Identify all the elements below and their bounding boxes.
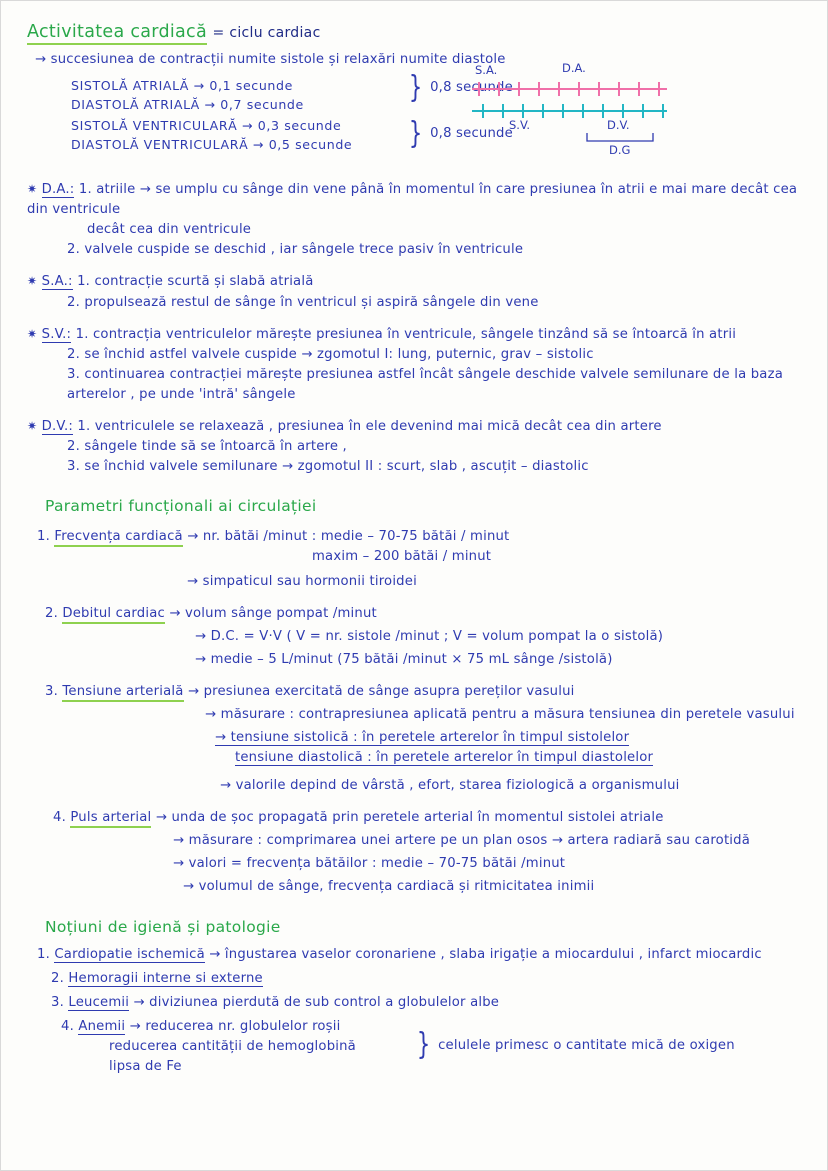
param-name: Debitul cardiac <box>62 606 165 624</box>
brace1-label: 0,8 secunde <box>430 80 513 96</box>
diagram-label-da: D.A. <box>562 61 586 75</box>
param-first: → unda de șoc propagată prin peretele arterial în momentul sistolei atriale <box>155 810 664 826</box>
param-name: Tensiune arterială <box>62 684 183 702</box>
param-line <box>45 604 805 624</box>
phase-arrow: → <box>204 96 216 112</box>
section-line <box>67 345 805 365</box>
star-icon: ✷ <box>27 274 38 289</box>
phase-name: SISTOLĂ VENTRICULARĂ <box>71 117 238 133</box>
param-number: 1. <box>37 528 50 544</box>
param-puls-arterial <box>53 808 805 897</box>
star-icon: ✷ <box>27 326 38 341</box>
section-label: D.V.: <box>41 418 73 434</box>
param-subline: → simpaticul sau hormonii tiroidei <box>187 573 417 589</box>
param-first: → presiunea exercitată de sânge asupra pereților vasului <box>187 683 575 699</box>
param-first: → nr. bătăi /minut : medie – 70-75 bătăi / minut <box>187 528 510 544</box>
hygiene-item <box>37 945 805 965</box>
section-line <box>67 365 805 405</box>
section-dv <box>27 417 805 477</box>
phase-row <box>71 76 401 95</box>
hygiene-number: 4. <box>61 1019 74 1035</box>
param-subline <box>215 728 805 748</box>
section-line <box>27 417 805 437</box>
parameters-heading: Parametri funcționali ai circulației <box>45 497 317 516</box>
param-subline: → valori = frecvența bătăilor : medie – 70-75 bătăi /minut <box>173 856 566 872</box>
section-label: S.A.: <box>41 274 73 290</box>
section-item: 1. ventriculele se relaxează , presiunea în ele devenind mai mică decât cea din artere <box>77 418 662 434</box>
phase-row <box>71 135 401 154</box>
param-number: 3. <box>45 683 58 699</box>
section-item: 3. continuarea contracției mărește presiunea astfel încât sângele deschide valvele semilunare de la baza arterelor , pe unde 'intră' sângele <box>67 366 783 402</box>
hygiene-rest: → îngustarea vaselor coronariene , slaba irigație a miocardului , infarct miocardic <box>209 947 762 963</box>
hygiene-list <box>37 945 805 1077</box>
anemia-line: reducerea cantității de hemoglobină <box>109 1039 356 1055</box>
section-item: 2. se închid astfel valvele cuspide → zgomotul I: lung, puternic, grav – sistolic <box>67 346 594 362</box>
phase-arrow: → <box>193 77 205 93</box>
section-item: 3. se închid valvele semilunare → zgomotul II : scurt, slab , ascuțit – diastolic <box>67 458 589 474</box>
intro-line: → succesiunea de contracții numite sistole și relaxări numite diastole <box>35 51 506 67</box>
section-line <box>67 240 805 260</box>
param-subline: → D.C. = V·V ( V = nr. sistole /minut ; V = volum pompat la o sistolă) <box>195 628 664 644</box>
hygiene-number: 1. <box>37 947 50 963</box>
diagram-label-dv: D.V. <box>607 118 630 132</box>
section-da <box>27 180 805 260</box>
brace-icon: } <box>408 69 423 105</box>
section-sv <box>27 325 805 405</box>
hygiene-number: 3. <box>51 995 64 1011</box>
phase-name: SISTOLĂ ATRIALĂ <box>71 77 189 93</box>
param-tensiune-arteriala <box>45 682 805 796</box>
diagram-label-sv: S.V. <box>509 118 530 132</box>
section-item: 1. contracție scurtă și slabă atrială <box>77 274 314 290</box>
anemia-line: lipsa de Fe <box>109 1059 182 1075</box>
phase-row <box>71 95 401 114</box>
section-label: S.V.: <box>41 326 72 342</box>
param-frecventa-cardiaca <box>37 527 805 592</box>
section-item: 2. valvele cuspide se deschid , iar sângele trece pasiv în ventricule <box>67 242 524 258</box>
star-icon: ✷ <box>27 418 38 433</box>
phase-name: DIASTOLĂ ATRIALĂ <box>71 96 200 112</box>
page-title <box>27 19 805 46</box>
brace-icon: } <box>408 115 423 151</box>
diagram-label-dg: D.G <box>609 143 631 157</box>
section-line <box>67 457 805 477</box>
section-item: 1. contracția ventriculelor mărește presiunea în ventricule, sângele tinzând să se întoarcă în atrii <box>75 326 737 342</box>
phase-value: 0,1 secunde <box>209 77 293 93</box>
param-subline <box>235 748 805 768</box>
section-item: 1. atriile → se umplu cu sânge din vene până în momentul în care presiunea în atrii e mai mare decât cea din ventricule <box>27 182 798 218</box>
section-line <box>67 437 805 457</box>
param-subline: maxim – 200 bătăi / minut <box>312 548 492 564</box>
cardiac-cycle-diagram <box>467 61 677 166</box>
param-line <box>37 527 805 547</box>
param-subline-text: tensiune diastolică : în peretele arterelor în timpul diastolelor <box>235 750 654 766</box>
anemia-brace-text: celulele primesc o cantitate mică de oxigen <box>438 1037 735 1053</box>
param-subline: → valorile depind de vârstă , efort, starea fiziologică a organismului <box>220 778 680 794</box>
hygiene-number: 2. <box>51 971 64 987</box>
section-line <box>27 325 805 345</box>
diagram-label-sa: S.A. <box>475 63 498 77</box>
section-item: 2. sângele tinde să se întoarcă în artere , <box>67 438 347 454</box>
param-subline: → măsurare : contrapresiunea aplicată pentru a măsura tensiunea din peretele vasului <box>205 707 795 723</box>
hygiene-item <box>51 993 805 1013</box>
hygiene-name: Anemii <box>78 1019 126 1035</box>
param-first: → volum sânge pompat /minut <box>169 605 377 621</box>
phase-value: 0,7 secunde <box>220 96 304 112</box>
hygiene-heading: Noțiuni de igienă și patologie <box>45 917 281 936</box>
hygiene-item <box>51 969 805 989</box>
phase-arrow: → <box>252 137 265 153</box>
param-number: 2. <box>45 605 58 621</box>
page-title-rest: = ciclu cardiac <box>212 25 321 41</box>
page-title-main: Activitatea cardiacă <box>27 22 207 45</box>
phase-value: 0,5 secunde <box>268 137 353 153</box>
section-item-cont: decât cea din ventricule <box>87 222 252 238</box>
param-subline-text: → tensiune sistolică : în peretele arterelor în timpul sistolelor <box>215 730 630 746</box>
param-debit-cardiac <box>45 604 805 670</box>
param-line <box>53 808 805 828</box>
brace2-label: 0,8 secunde <box>430 126 513 142</box>
hygiene-rest: → reducerea nr. globulelor roșii <box>129 1019 341 1035</box>
hygiene-name: Cardiopatie ischemică <box>54 947 205 963</box>
section-line <box>67 293 805 313</box>
phase-arrow: → <box>242 117 254 133</box>
phase-row <box>71 116 401 135</box>
section-item: 2. propulsează restul de sânge în ventricul și aspiră sângele din vene <box>67 294 539 310</box>
hygiene-name: Leucemii <box>68 995 130 1011</box>
section-label: D.A.: <box>41 182 75 198</box>
param-name: Puls arterial <box>70 810 151 828</box>
param-name: Frecvența cardiacă <box>54 529 182 547</box>
section-line <box>27 180 805 220</box>
param-subline: → volumul de sânge, frecvența cardiacă și ritmicitatea inimii <box>183 879 595 895</box>
hygiene-name: Hemoragii interne si externe <box>68 971 263 987</box>
phase-value: 0,3 secunde <box>257 117 342 133</box>
section-sa <box>27 272 805 312</box>
star-icon: ✷ <box>27 182 38 197</box>
param-subline: → medie – 5 L/minut (75 bătăi /minut × 75 mL sânge /sistolă) <box>195 651 613 667</box>
brace-icon: } <box>416 1027 431 1063</box>
intro-text: succesiunea de contracții numite sistole și relaxări numite diastole <box>50 51 506 67</box>
phase-name: DIASTOLĂ VENTRICULARĂ <box>71 137 249 153</box>
param-line <box>45 682 805 702</box>
param-subline: → măsurare : comprimarea unei artere pe un plan osos → artera radiară sau carotidă <box>173 833 751 849</box>
hygiene-rest: → diviziunea pierdută de sub control a globulelor albe <box>133 995 500 1011</box>
param-number: 4. <box>53 810 66 826</box>
section-line <box>27 272 805 292</box>
